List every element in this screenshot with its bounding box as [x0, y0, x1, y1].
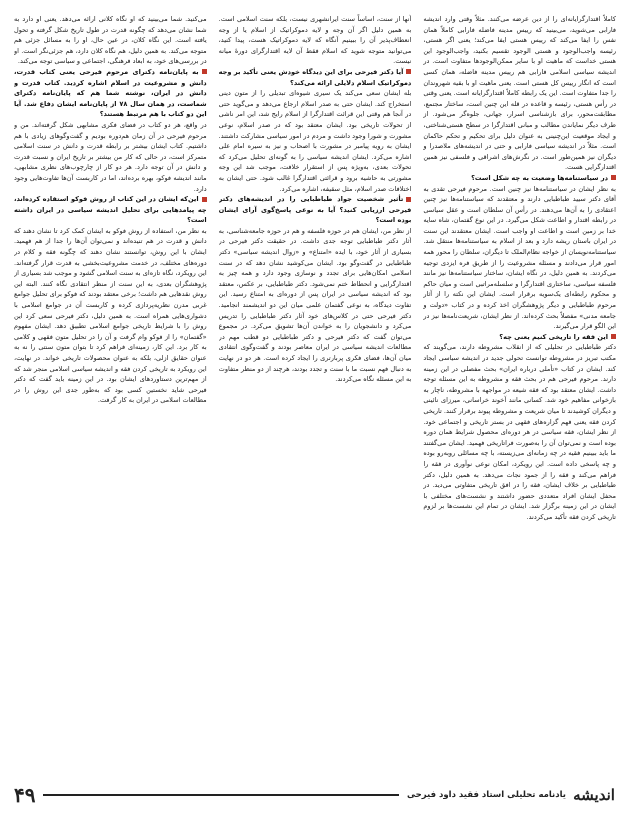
footer-rule: [43, 794, 399, 796]
question-heading: [219, 194, 412, 226]
body-paragraph: آنها از سنت، اساساً سنت ایرانشهری نیست، بلکه سنت اسلامی است. به همین دلیل اگر آن وجه و لایه دموکراتیک از اسلام یا از وجه انعطاف‌پذیر آن را ببینیم آنگاه که لایه دموکراتیک هست، پیدا کنید، می‌توانید متوجه شوید که اسلام فقط آن لایه اقتدارگرای دورهٔ میانه نیست.: [218, 15, 412, 66]
body-paragraph: دکتر طباطبایی در تحلیلی که از انقلاب مشروطه دارند، می‌گویند که مکتب تبریز در مشروطه توانست تحولی جدید در اندیشه سیاسی ایجاد کند. ایشان در کتاب «تأملی درباره ایران» بحث مفصلی در این زمینه دارند. مرحوم فیرحی هم در بحث فقه و مشروطه به این مسئله توجه داشت. ایشان معتقد بود که فقه شیعه در مواجهه با مشروطه، ناچار به بازخوانی مفاهیم خود شد. کسانی مانند آخوند خراسانی، میرزای نائینی و دیگران کوشیدند تا میان شریعت و مشروطه پیوند برقرار کنند. تاریخی کردن فقه یعنی فهم گزاره‌های فقهی در بستر تاریخی و اجتماعی خود. از نظر ایشان، فقه سیاسی در هر دوره‌ای محصول شرایط همان دوره بوده است و نمی‌توان آن را به‌صورت فراتاریخی فهمید. ایشان می‌گفتند ما باید ببینیم فقیه در چه زمانه‌ای می‌زیسته، با چه مسائلی روبه‌رو بوده و چه پاسخی داده است. این رویکرد، امکان نوعی نوآوری در فقه را فراهم می‌کند و فقه را از جمود نجات می‌دهد. به همین دلیل، دکتر طباطبایی بر خلاف ایشان، فقه را در افق تاریخی متفاوتی می‌دید. در محفل ایشان افراد متعددی حضور داشتند و نشست‌های مختلفی با ایشان در این زمینه برگزار شد. ایشان در تمام این نشست‌ها بر لزوم تاریخی کردن فقه تأکید می‌کردند.: [423, 343, 616, 521]
question-heading: [423, 332, 616, 343]
column-middle: [219, 14, 412, 774]
question-text: در سیاستنامه‌ها وضعیت به چه شکل است؟: [471, 173, 608, 182]
question-text: تأثیر شخصیت جواد طباطبایی را در اندیشه‌های دکتر فیرحی ارزیابی کنید؟ آیا به نوعی پاسخ‌گوی آرای ایشان بوده است؟: [218, 195, 412, 225]
bullet-square-icon: [406, 197, 411, 202]
body-paragraph: از نظر من، ایشان هم در حوزه فلسفه و هم در حوزه جامعه‌شناسی، به آثار دکتر طباطبایی توجه جدی داشت. در حقیقت دکتر فیرحی در بسیاری از آثار خود، با ایده «امتناع» و «زوال اندیشه سیاسی» دکتر طباطبایی در گفت‌وگو بود. ایشان می‌کوشید نشان دهد که در سنت اسلامی امکان‌هایی برای تجدد و نوسازی وجود دارد و همه چیز به اقتدارگرایی و انحطاط ختم نمی‌شود. دکتر طباطبایی، بر عکس، معتقد بود که اندیشه سیاسی در ایران پس از دوره‌ای به امتناع رسید. این تفاوت دیدگاه، به نوعی گفتمان علمی میان این دو اندیشمند انجامید. دکتر فیرحی حتی در کلاس‌های خود آثار دکتر طباطبایی را تدریس می‌کرد و دانشجویان را به خواندن آن‌ها تشویق می‌کرد. در مجموع می‌توان گفت که دکتر فیرحی و دکتر طباطبایی دو قطب مهم در مطالعات اندیشه سیاسی در ایران معاصر بودند و گفت‌وگوی انتقادی میان آن‌ها، فضای فکری پربارتری را ایجاد کرده است. هر دو در نهایت به دنبال فهم نسبت ما با سنت و تجدد بودند، هرچند از دو منظر متفاوت به این مسئله نگاه می‌کردند.: [218, 226, 412, 384]
body-paragraph: در واقع، هر دو کتاب در فضای فکری مشابهی شکل گرفته‌اند. من و مرحوم فیرحی در آن زمان هم‌دوره بودیم و گفت‌وگوهای زیادی با هم داشتیم. کتاب ایشان بیشتر بر رابطه قدرت و دانش در سنت اسلامی متمرکز است، در حالی که کار من بیشتر بر تاریخ ایران و نسبت قدرت و دانش در آن توجه دارد. هر دو کار از چارچوب‌های نظری مشابهی، مانند اندیشه فوکو، بهره برده‌اند، اما در کاربست آن‌ها تفاوت‌هایی وجود دارد.: [13, 120, 207, 193]
question-text: این‌که ایشان در این کتاب از روش فوکو استفاده کرده‌اند، چه پیامدهایی برای تحلیل اندیشه سیاسی در ایران داشته است؟: [13, 195, 207, 225]
page-footer: [14, 780, 616, 810]
bullet-square-icon: [202, 69, 207, 74]
body-paragraph: می‌کنید. شما می‌بینید که او نگاه کلانی ارائه می‌دهد. یعنی او دارد به شما نشان می‌دهد که چگونه قدرت در طول تاریخ شکل گرفته و تحول یافته است. این نگاه کلان، در عین حال، او را به مسائل جزئی هم متوجه می‌کند. به همین دلیل، هم نگاه کلان دارد، هم جزئی‌نگر است. او در بررسی‌های خود، به ابعاد فرهنگی، اجتماعی و سیاسی توجه می‌کند.: [13, 15, 207, 66]
bullet-square-icon: [611, 175, 616, 180]
bullet-square-icon: [406, 69, 411, 74]
page-number: ۴۹: [14, 783, 36, 807]
body-paragraph: به نظر ایشان در سیاستنامه‌ها نیز چنین است. مرحوم فیرحی تقدی به آقای دکتر سیید طباطبایی دارند و معتقدند که سیاستنامه‌ها نیز چنین اعتقادی را به آن‌ها می‌دهند. در رأس آن سلطان است و عقل سیاسی در رابطه اقتدار و اطاعت شکل می‌گیرد. در این نوع گفتمان، شاه سایه خدا بر زمین است و اطاعت او واجب است. ایشان معتقدند این سنت در ایران باستان ریشه دارد و بعد از اسلام به سیاستنامه‌ها منتقل شد. سیاستنامه‌نویسان از خواجه نظام‌الملک تا دیگران، سلطان را محور همه امور قرار می‌دادند و مسئله مشروعیت را از طریق فره ایزدی توجیه می‌کردند. به همین دلیل، در نگاه ایشان، ساختار سیاستنامه‌ها نیز مانند فلسفه سیاسی، ساختاری اقتدارگرا و سلسله‌مراتبی است و میان حاکم و محکوم رابطه‌ای یک‌سویه برقرار است. ایشان این نکته را از آثار مرحوم طباطبایی و دیگر پژوهشگران اخذ کرده و در کتاب «دولت و جامعه مدنی» مفصلاً بحث کرده‌اند. از نظر ایشان، شریعت‌نامه‌ها نیز در این الگو قرار می‌گیرند.: [423, 184, 616, 331]
question-heading: [14, 67, 207, 120]
question-heading: [423, 173, 616, 184]
body-paragraph: به نظر من، استفاده از روش فوکو به ایشان کمک کرد تا نشان دهند که دانش و قدرت در هم تنیده‌اند و نمی‌توان آن‌ها را جدا از هم فهمید. ایشان با این روش، توانستند نشان دهند که چگونه فقه و کلام در دوره‌های مختلف، در خدمت مشروعیت‌بخشی به قدرت قرار گرفته‌اند. این رویکرد، نگاه تازه‌ای به سنت اسلامی گشود و موجب شد بسیاری از پژوهشگران بعدی، به این سنت از منظر انتقادی نگاه کنند. البته این روش نقدهایی هم داشت؛ برخی معتقد بودند که فوکو برای تحلیل جوامع غربی مدرن نظریه‌پردازی کرده و کاربست آن در جوامع اسلامی با دشواری‌هایی همراه است. به همین دلیل، دکتر فیرحی سعی کرد این روش را با شرایط تاریخی جوامع اسلامی تطبیق دهد. ایشان مفهوم «گفتمان» را از فوکو وام گرفت و آن را در تحلیل متون فقهی و کلامی به کار برد. این کار، زمینه‌ای فراهم کرد تا بتوان متون سنتی را نه به عنوان حقایق ازلی، بلکه به عنوان محصولات تاریخی خواند. در نهایت، این رویکرد به تاریخی کردن فقه و اندیشه سیاسی اسلامی منجر شد که از مهم‌ترین دستاوردهای ایشان بود. در این زمینه باید گفت که دکتر فیرحی شاید نخستین کسی بود که به‌طور جدی این روش را در مطالعات اسلامی در ایران به کار گرفت.: [13, 226, 207, 405]
text-columns: [14, 14, 616, 774]
question-heading: [219, 67, 412, 88]
magazine-logo: اندیشه: [573, 786, 615, 804]
body-paragraph: بله ایشان سعی می‌کند یک سیری شیوه‌ای تبدیلی را از متون دینی استخراج کند. ایشان حتی به صدر اسلام ارجاع می‌دهد و می‌گوید حتی در آنجا هم وقتی این قرائت اقتدارگرا از اسلام رایج شد، این امر ناشی از تحولات تاریخی بود. ایشان معتقد بود که در صدر اسلام، نوعی مشورت و شورا وجود داشت و مردم در امور سیاسی مشارکت داشتند. ایشان به رویه پیامبر در مشورت با اصحاب و نیز به سیره امام علی اشاره می‌کرد. ایشان اندیشه سیاسی را به گونه‌ای تحلیل می‌کرد که تحولات بعدی، به‌ویژه پس از استقرار خلافت، موجب شد این وجه مشورتی به حاشیه برود و قرائتی اقتدارگرا غالب شود. حتی ایشان به اختلافات صدر اسلام، مثل سقیفه، اشاره می‌کرد.: [218, 89, 412, 193]
bullet-square-icon: [202, 197, 207, 202]
question-text: به پایان‌نامه دکترای مرحوم فیرحی یعنی کتاب قدرت، دانش و مشروعیت در اسلام اشاره کردید. کتاب قدرت و دانش در ایران، نوشته شما هم که پایان‌نامه دکترای شماست، در همان سال ۷۸ از پایان‌نامه ایشان دفاع شد. آیا این دو کتاب با هم مرتبط هستند؟: [13, 67, 207, 119]
footer-title: یادنامه تحلیلی استاد فقید داود فیرحی: [407, 790, 566, 800]
question-text: این فقه را تاریخی کنیم یعنی چه؟: [499, 332, 608, 341]
question-heading: [14, 194, 207, 226]
question-text: آیا دکتر فیرحی برای این دیدگاه خودش یعنی تأکید بر وجه دموکراتیک اسلام دلایلی ارائه می‌کند؟: [218, 67, 412, 87]
column-right: [423, 14, 616, 774]
body-paragraph: کاملاً اقتدارگرایانه‌ای را از دین عرضه می‌کنند. مثلاً وقتی وارد اندیشه فارابی می‌شوید، می‌بینید که رییس مدینه فاضله فارابی کاملاً همان نفس را ایفا می‌کند که رییس هستی ایفا می‌کند؛ یعنی اگر هستی، رئیسه واجب‌الوجود و هستی الوجود تقسیم بکنید، واجب‌الوجود این هستی خداست که ماهیت او با سایر ممکن‌الوجودها متفاوت است. در اندیشه سیاسی اسلامی فارابی هم رییس مدینه فاضله، همان کسی است که انگار رییس کل هستی است. یعنی ماهیت او با بقیه شهروندان را جدا متفاوت است. این یک رابطه کاملاً اقتدارگرایانه است. یعنی وقتی در رأس هستی، رئیسه و قاعده در قله این چنین است، ساختار مجتمع، مطابقت‌محور، برای بازشناسی اسرار، جهانی، جلوه‌گر می‌شود. از طرف دیگر نمایاندن مطالب و مبانی اقتدارگرا در سطح هستی‌شناختی، و ایجاد موقعیت این‌چنینی به عنوان دلیل برای تحکیم و تحکم حاکمان است. مثلاً در اندیشه سیاسی فارابی و حتی در اندیشه‌های ملاصدرا و دیگران نیز همین‌طور است. در نگرش‌های اشراقی و فلسفی نیز همین اقتدارگرایی هست.: [423, 15, 616, 172]
bullet-square-icon: [611, 334, 616, 339]
column-left: [14, 14, 207, 774]
